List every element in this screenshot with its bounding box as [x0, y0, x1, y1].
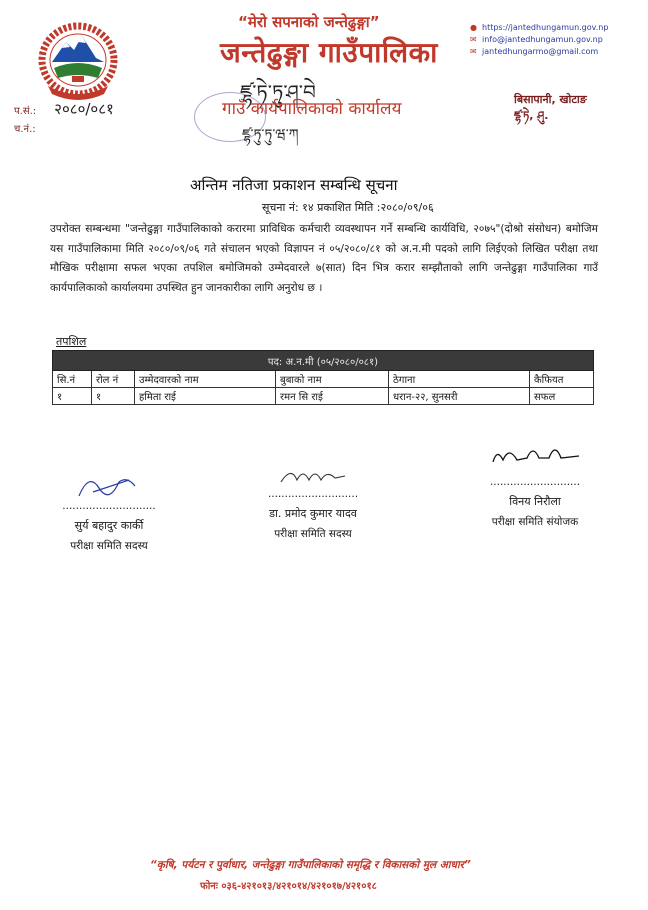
address-line-1: बिसापानी, खोटाङ — [514, 93, 587, 106]
signature-name: डा. प्रमोद कुमार यादव — [269, 507, 357, 520]
cell-father: रमन सि राई — [276, 388, 389, 405]
signature-block-3: ........................... विनय निरौला परीक्षा समिति संयोजक — [470, 436, 600, 532]
slogan: “मेरो सपनाको जन्तेढुङ्गा” — [238, 13, 380, 31]
email-icon: ✉ — [470, 35, 477, 44]
globe-icon: ● — [470, 23, 477, 32]
email-icon: ✉ — [470, 47, 477, 56]
footer-motto: “कृषि, पर्यटन र पुर्वाधार, जन्तेढुङ्गा गाउँपालिकाको समृद्धि र विकासको मुल आधार” — [150, 859, 471, 871]
footer-phone: फोनः ०३६-४२१०१३/४२१०१४/४२१०१७/४२१०१८ — [200, 881, 377, 892]
cell-candidate: हमिता राई — [135, 388, 276, 405]
signature-block-1: ............................ सुर्य बहादुर कार्की परीक्षा समिति सदस्य — [44, 468, 174, 556]
ps-label: प.सं.: — [14, 106, 37, 117]
signature-mark — [487, 436, 583, 476]
post-title: पद: अ.न.मी (०५/२०८०/०८१) — [53, 351, 594, 371]
result-table — [52, 350, 594, 405]
table-row — [53, 388, 594, 405]
office-name: जन्तेढुङ्गा गाउँपालिका — [220, 36, 438, 69]
office-name-script: ཛྷ་ཏེ་ཏུ་ཤ་བེ — [240, 80, 316, 104]
chn-label: च.नं.: — [14, 124, 36, 135]
cell-address: धरान-२२, सुनसरी — [389, 388, 530, 405]
table-post-row — [53, 351, 594, 371]
cell-sn: १ — [53, 388, 92, 405]
ps-value: २०८०/०८१ — [54, 100, 114, 118]
header-address: ठेगाना — [389, 371, 530, 388]
table-header-row — [53, 371, 594, 388]
notice-number-date: सूचना नं: १४ प्रकाशित मिति :२०८०/०९/०६ — [262, 201, 434, 214]
cell-remarks: सफल — [530, 388, 594, 405]
signature-block-2: ........................... डा. प्रमोद कुमार यादव परीक्षा समिति सदस्य — [248, 460, 378, 544]
details-label: तपशिल — [56, 335, 87, 348]
reference-numbers — [14, 100, 114, 139]
signature-name: सुर्य बहादुर कार्की — [74, 519, 144, 532]
contact-email: ✉ info@jantedhungamun.gov.np — [470, 35, 603, 44]
header-sn: सि.नं — [53, 371, 92, 388]
contact-email-alt: ✉ jantedhungarmo@gmail.com — [470, 47, 599, 56]
nepal-emblem-icon — [34, 18, 122, 100]
contact-website: ● https://jantedhungamun.gov.np — [470, 23, 609, 32]
header-remarks: कैफियत — [530, 371, 594, 388]
notice-body: उपरोक्त सम्बन्धमा "जन्तेढुङ्गा गाउँपालिकाको करारमा प्राविधिक कर्मचारी व्यवस्थापन गर्ने सम्बन्धि कार्यविधि, २०७५"(दोश्रो संसोधन) बमोजिम यस गाउँपालिकामा मिति २०८०/०९/०६ गते संचालन भएको विज्ञापन नं ०५/२०८०/८१ को अ.न.मी पदको लागि लिईएको लिखित परीक्षा तथा मौखिक परीक्षामा सफल भएका तपशिल बमोजिमको उम्मेदवारले ७(सात) दिन भित्र करार सम्झौताको लागि जन्तेढुङ्गा गाउँपालिका गाउँ कार्यपालिकाको कार्यालयमा उपस्थित हुन जानकारीका लागि अनुरोध छ । — [50, 223, 598, 294]
signature-role: परीक्षा समिति सदस्य — [70, 540, 148, 552]
office-address — [514, 92, 587, 124]
signature-role: परीक्षा समिति संयोजक — [491, 516, 579, 528]
header-candidate: उम्मेदवारको नाम — [135, 371, 276, 388]
office-subtitle-script: ཛྷ་ཏུ་ཏུ་ཝ་ཀ — [242, 127, 299, 143]
signature-name: विनय निरौला — [509, 495, 561, 508]
header-father: बुबाको नाम — [276, 371, 389, 388]
office-subtitle: गाउँ कार्यपालिकाको कार्यालय — [222, 99, 402, 119]
address-line-2: ཛྷ་ཏེ, ཤུ. — [514, 109, 549, 122]
signature-role: परीक्षा समिति सदस्य — [274, 528, 352, 540]
notice-title: अन्तिम नतिजा प्रकाशन सम्बन्धि सूचना — [190, 176, 398, 194]
contact-block — [470, 22, 608, 58]
cell-roll: १ — [92, 388, 135, 405]
header-roll: रोल नं — [92, 371, 135, 388]
